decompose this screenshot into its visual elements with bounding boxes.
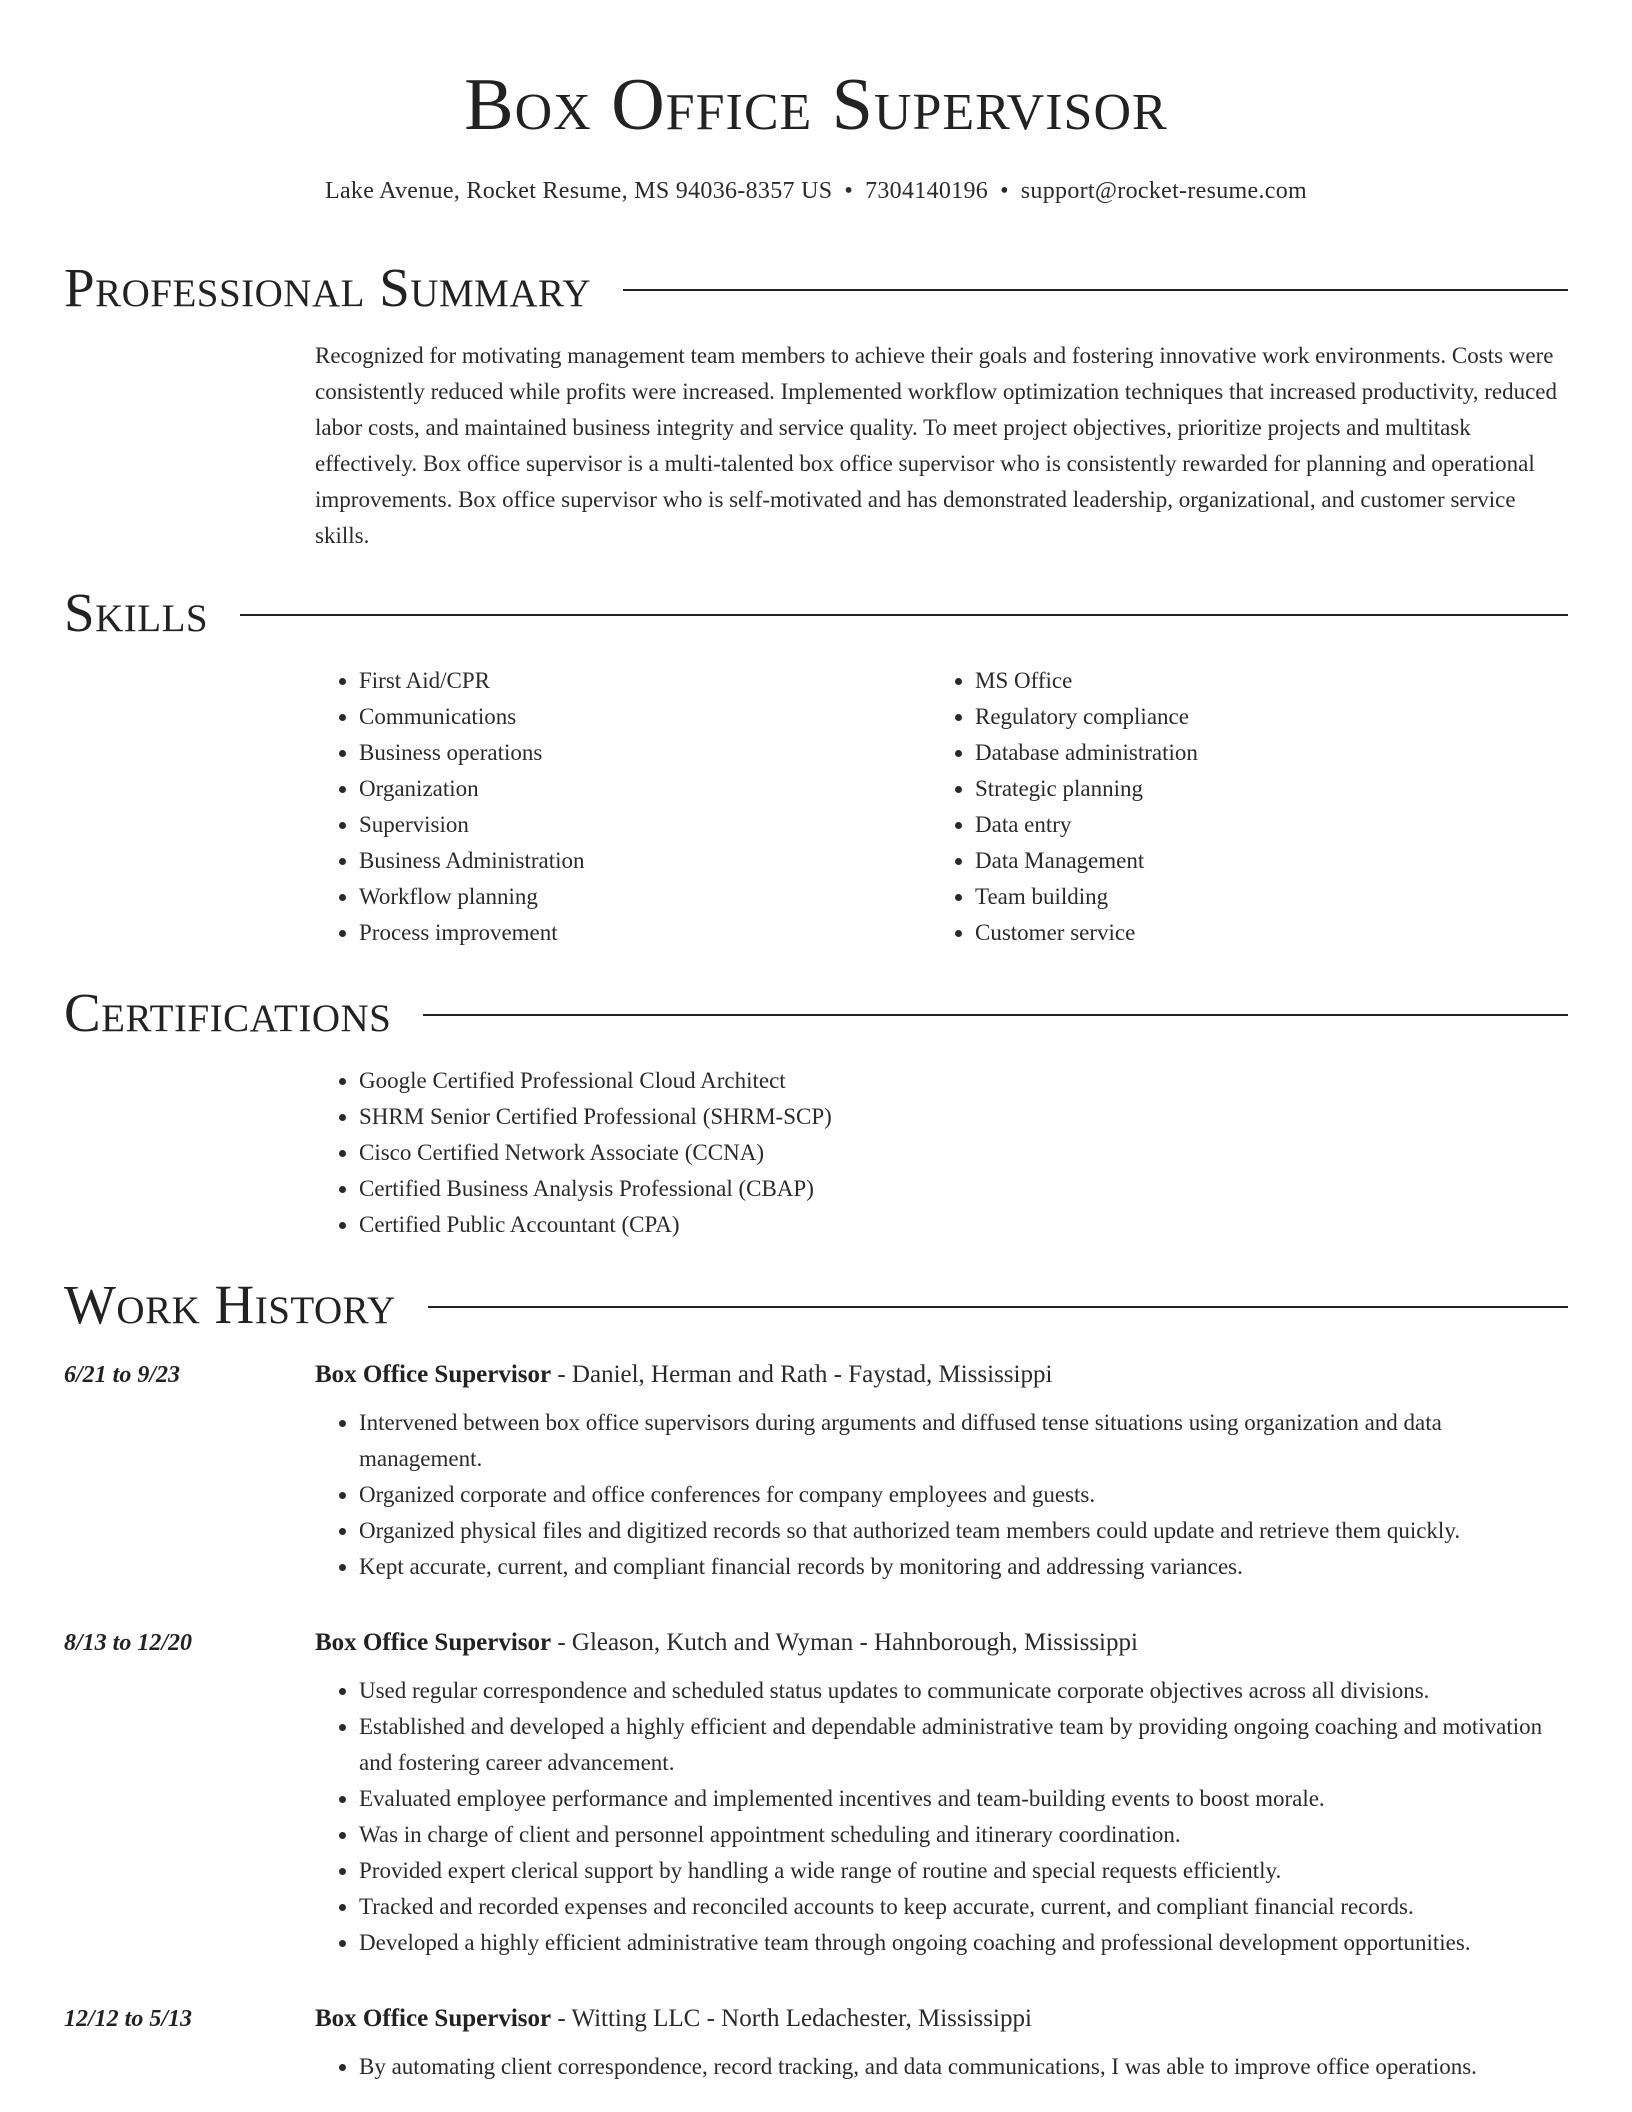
- contact-line: [0, 176, 1632, 206]
- contact-address: Lake Avenue, Rocket Resume, MS 94036-8357 US: [325, 178, 833, 204]
- skill-item: • Supervision: [359, 807, 915, 843]
- skill-item: • Process improvement: [359, 915, 915, 951]
- summary-text: Recognized for motivating management team members to achieve their goals and fostering innovative work environments. Costs were consistently reduced while profits were increased. Implemented workflow optimization techniques that increased productivity, reduced labor costs, and maintained business integrity and service quality. To meet project objectives, prioritize projects and multitask effectively. Box office supervisor is a multi-talented box office supervisor who is consistently rewarded for planning and operational improvements. Box office supervisor who is self-motivated and has demonstrated leadership, organizational, and customer service skills.: [315, 343, 1558, 548]
- job-role: Box Office Supervisor: [315, 2005, 552, 2032]
- job-bullet: • Was in charge of client and personnel appointment scheduling and itinerary coordination.: [359, 1817, 1568, 1853]
- skill-item: • Database administration: [975, 735, 1531, 771]
- certifications-section-header: [64, 980, 1568, 1046]
- section-divider: [428, 1306, 1568, 1308]
- work-history-section-header: [64, 1272, 1568, 1338]
- skill-item: • Communications: [359, 699, 915, 735]
- job-dates: 6/21 to 9/23: [64, 1362, 181, 1388]
- skills-title: Skills: [64, 582, 209, 643]
- job-bullet: • Established and developed a highly efficient and dependable administrative team by providing ongoing coaching and motivation and fostering career advancement.: [359, 1709, 1568, 1781]
- job-bullets: [315, 2049, 1568, 2085]
- job-heading: [315, 2003, 1568, 2035]
- summary-section-header: [64, 255, 1568, 321]
- skill-item: • Data entry: [975, 807, 1531, 843]
- skill-item: • Workflow planning: [359, 879, 915, 915]
- job-bullet: • Developed a highly efficient administrative team through ongoing coaching and professional development opportunities.: [359, 1925, 1568, 1961]
- section-divider: [240, 614, 1568, 616]
- job-bullet: • Tracked and recorded expenses and reconciled accounts to keep accurate, current, and compliant financial records.: [359, 1889, 1568, 1925]
- skill-item: • Customer service: [975, 915, 1531, 951]
- skill-item: • Business operations: [359, 735, 915, 771]
- job-bullet: • Kept accurate, current, and compliant financial records by monitoring and addressing variances.: [359, 1549, 1568, 1585]
- contact-separator: •: [1000, 178, 1009, 204]
- skill-item: • Strategic planning: [975, 771, 1531, 807]
- skill-item: • First Aid/CPR: [359, 663, 915, 699]
- job-dates: 12/12 to 5/13: [64, 2006, 193, 2032]
- skill-item: • MS Office: [975, 663, 1531, 699]
- certifications-title: Certifications: [64, 982, 392, 1043]
- certification-item: • Google Certified Professional Cloud Architect: [359, 1063, 1515, 1099]
- skills-section-header: [64, 580, 1568, 646]
- skill-item: • Regulatory compliance: [975, 699, 1531, 735]
- job-bullet: • By automating client correspondence, record tracking, and data communications, I was able to improve office operations.: [359, 2049, 1568, 2085]
- certification-item: • SHRM Senior Certified Professional (SHRM-SCP): [359, 1099, 1515, 1135]
- job-role: Box Office Supervisor: [315, 1629, 552, 1656]
- job-bullet: • Organized corporate and office conferences for company employees and guests.: [359, 1477, 1568, 1513]
- certification-item: • Cisco Certified Network Associate (CCNA): [359, 1135, 1515, 1171]
- certifications-list: [315, 1063, 1515, 1243]
- contact-phone: 7304140196: [865, 178, 989, 204]
- job-heading: [315, 1359, 1568, 1391]
- contact-separator: •: [844, 178, 854, 204]
- job-bullets: [315, 1673, 1568, 1961]
- job-company-location: - Gleason, Kutch and Wyman - Hahnborough, Mississippi: [551, 1629, 1138, 1656]
- certifications-list-container: [315, 1063, 1515, 1243]
- job-dates: 8/13 to 12/20: [64, 1630, 193, 1656]
- skill-item: • Organization: [359, 771, 915, 807]
- job-bullet: • Organized physical files and digitized records so that authorized team members could update and retrieve them quickly.: [359, 1513, 1568, 1549]
- skills-list-left: [315, 663, 915, 951]
- job-heading: [315, 1627, 1568, 1659]
- section-divider: [623, 289, 1568, 291]
- job-company-location: - Daniel, Herman and Rath - Faystad, Mississippi: [551, 1361, 1053, 1388]
- summary-title: Professional Summary: [64, 257, 592, 318]
- job-bullet: • Used regular correspondence and scheduled status updates to communicate corporate objectives across all divisions.: [359, 1673, 1568, 1709]
- job-bullet: • Provided expert clerical support by handling a wide range of routine and special requests efficiently.: [359, 1853, 1568, 1889]
- skill-item: • Business Administration: [359, 843, 915, 879]
- job-bullet: • Intervened between box office supervisors during arguments and diffused tense situations using organization and data management.: [359, 1405, 1568, 1477]
- certification-item: • Certified Public Accountant (CPA): [359, 1207, 1515, 1243]
- section-divider: [423, 1014, 1568, 1016]
- skill-item: • Team building: [975, 879, 1531, 915]
- work-history-title: Work History: [64, 1274, 396, 1335]
- resume-name: Box Office Supervisor: [464, 64, 1168, 146]
- skill-item: • Data Management: [975, 843, 1531, 879]
- skills-column-left: [315, 663, 915, 951]
- contact-email: support@rocket-resume.com: [1020, 178, 1307, 204]
- job-bullets: [315, 1405, 1568, 1585]
- job-company-location: - Witting LLC - North Ledachester, Mississippi: [551, 2005, 1032, 2032]
- certification-item: • Certified Business Analysis Professional (CBAP): [359, 1171, 1515, 1207]
- skills-list-right: [931, 663, 1531, 951]
- job-bullet: • Evaluated employee performance and implemented incentives and team-building events to boost morale.: [359, 1781, 1568, 1817]
- skills-column-right: [931, 663, 1531, 951]
- job-role: Box Office Supervisor: [315, 1361, 552, 1388]
